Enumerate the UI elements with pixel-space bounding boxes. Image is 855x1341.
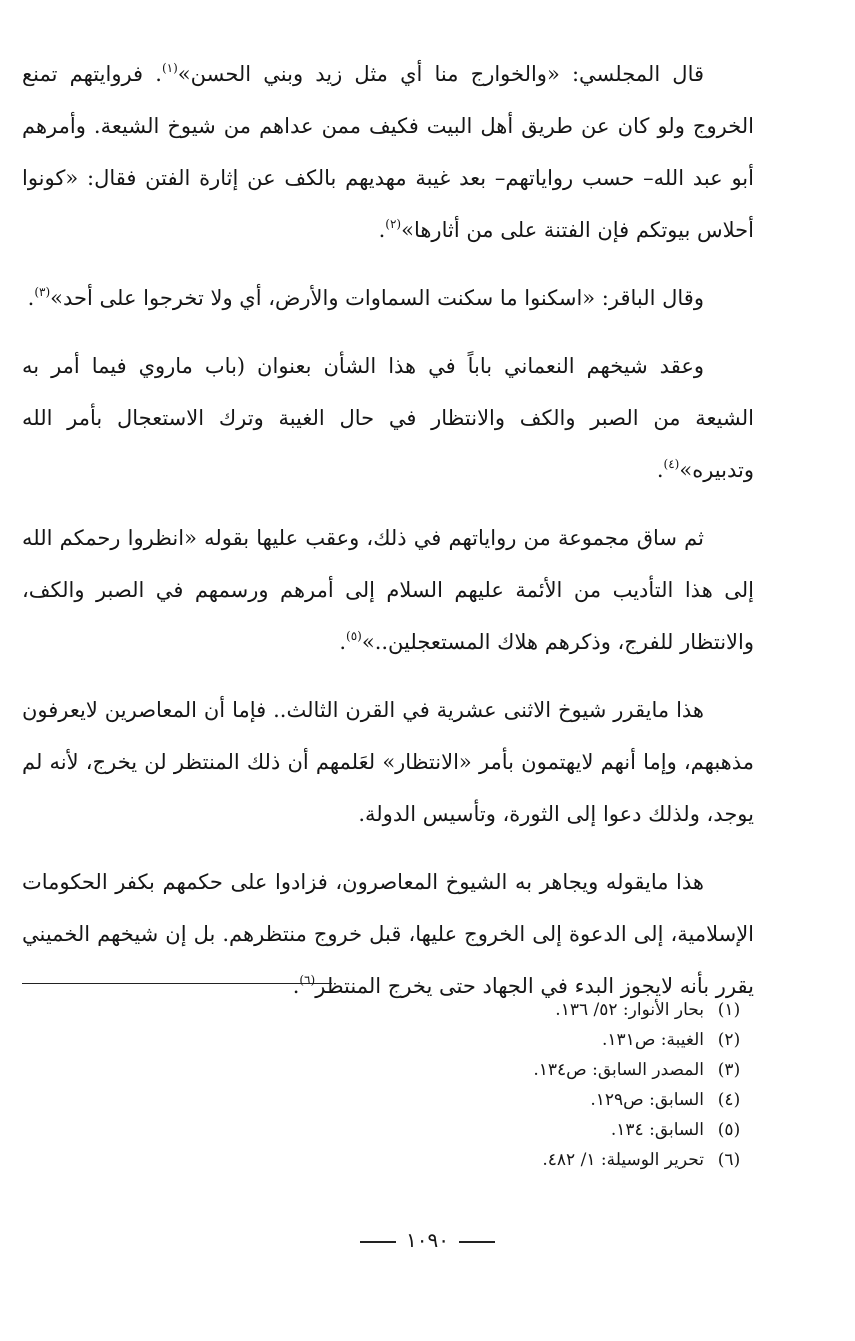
footnote-marker: (١) bbox=[161, 61, 178, 75]
footnote-marker: (٢) bbox=[385, 217, 402, 231]
footnote-marker: (٣) bbox=[34, 285, 51, 299]
footnote-marker: (٤) bbox=[663, 457, 680, 471]
footnote-marker: (٦) bbox=[299, 973, 316, 987]
footnote bbox=[22, 1145, 754, 1175]
body-paragraph: ثم ساق مجموعة من رواياتهم في ذلك، وعقب عليها بقوله «انظروا رحمكم الله إلى هذا التأديب من الأئمة عليهم السلام إلى أمرهم ورسمهم في الصبر والكف، والانتظار للفرج، وذكرهم هلاك المستعجلين..»$^{(٥)}$. bbox=[22, 526, 754, 654]
footnote-number: (١) bbox=[717, 1000, 741, 1020]
body-paragraph: وعقد شيخهم النعماني باباً في هذا الشأن بعنوان (باب ماروي فيما أمر به الشيعة من الصبر والكف والانتظار في حال الغيبة وترك الاستعجال بأمر الله وتدبيره»$^{(٤)}$. bbox=[22, 354, 754, 482]
footnote-number: (٣) bbox=[717, 1060, 741, 1080]
footnote bbox=[22, 1025, 754, 1055]
footnote-number: (٢) bbox=[717, 1030, 741, 1050]
footnote-number: (٦) bbox=[717, 1150, 741, 1170]
page-number: ١٠٩٠ bbox=[406, 1228, 449, 1252]
footnote-divider bbox=[22, 983, 332, 984]
body-paragraph: قال المجلسي: «والخوارج منا أي مثل زيد وبني الحسن»$^{(١)}$. فروايتهم تمنع الخروج ولو كان عن طريق أهل البيت فكيف ممن عداهم من شيوخ الشيعة. وأمرهم أبو عبد الله– حسب رواياتهم– بعد غيبة مهديهم بالكف عن إثارة الفتن فقال: «كونوا أحلاس بيوتكم فإن الفتنة على من أثارها»$^{(٢)}$. bbox=[22, 61, 754, 242]
body-paragraph: هذا مايقرر شيوخ الاثنى عشرية في القرن الثالث.. فإما أن المعاصرين لايعرفون مذهبهم، وإما أنهم لايهتمون بأمر «الانتظار» لعَلمهم أن ذلك المنتظر لن يخرج، لأنه لم يوجد، ولذلك دعوا إلى الثورة، وتأسيس الدولة. bbox=[22, 698, 754, 826]
footnote bbox=[22, 1085, 754, 1115]
page-body bbox=[22, 48, 754, 1028]
footnote-text: السابق: ١٣٤. bbox=[610, 1120, 704, 1140]
footnotes-list bbox=[22, 995, 754, 1175]
footnote bbox=[22, 1055, 754, 1085]
footnote-text: المصدر السابق: ص١٣٤. bbox=[533, 1060, 704, 1080]
footnote-text: الغيبة: ص١٣١. bbox=[602, 1030, 704, 1050]
page-footer bbox=[0, 1228, 855, 1252]
footer-dash bbox=[360, 1241, 396, 1243]
footnote bbox=[22, 995, 754, 1025]
footnote-text: بحار الأنوار: ٥٢/ ١٣٦. bbox=[555, 1000, 704, 1020]
footnote-marker: (٥) bbox=[346, 629, 362, 643]
footnote-number: (٤) bbox=[717, 1090, 741, 1110]
footnote-number: (٥) bbox=[717, 1120, 741, 1140]
footnote-text: تحرير الوسيلة: ١/ ٤٨٢. bbox=[542, 1150, 704, 1170]
footer-dash bbox=[459, 1241, 495, 1243]
footnote-text: السابق: ص١٢٩. bbox=[590, 1090, 704, 1110]
body-paragraph: هذا مايقوله ويجاهر به الشيوخ المعاصرون، فزادوا على حكمهم بكفر الحكومات الإسلامية، إلى الدعوة إلى الخروج عليها، قبل خروج منتظرهم. بل إن شيخهم الخميني يقرر بأنه لايجوز البدء في الجهاد حتى يخرج المنتظر$^{(٦)}$. bbox=[22, 870, 754, 998]
body-paragraph: وقال الباقر: «اسكنوا ما سكنت السماوات والأرض، أي ولا تخرجوا على أحد»$^{(٣)}$. bbox=[27, 285, 704, 310]
footnote bbox=[22, 1115, 754, 1145]
